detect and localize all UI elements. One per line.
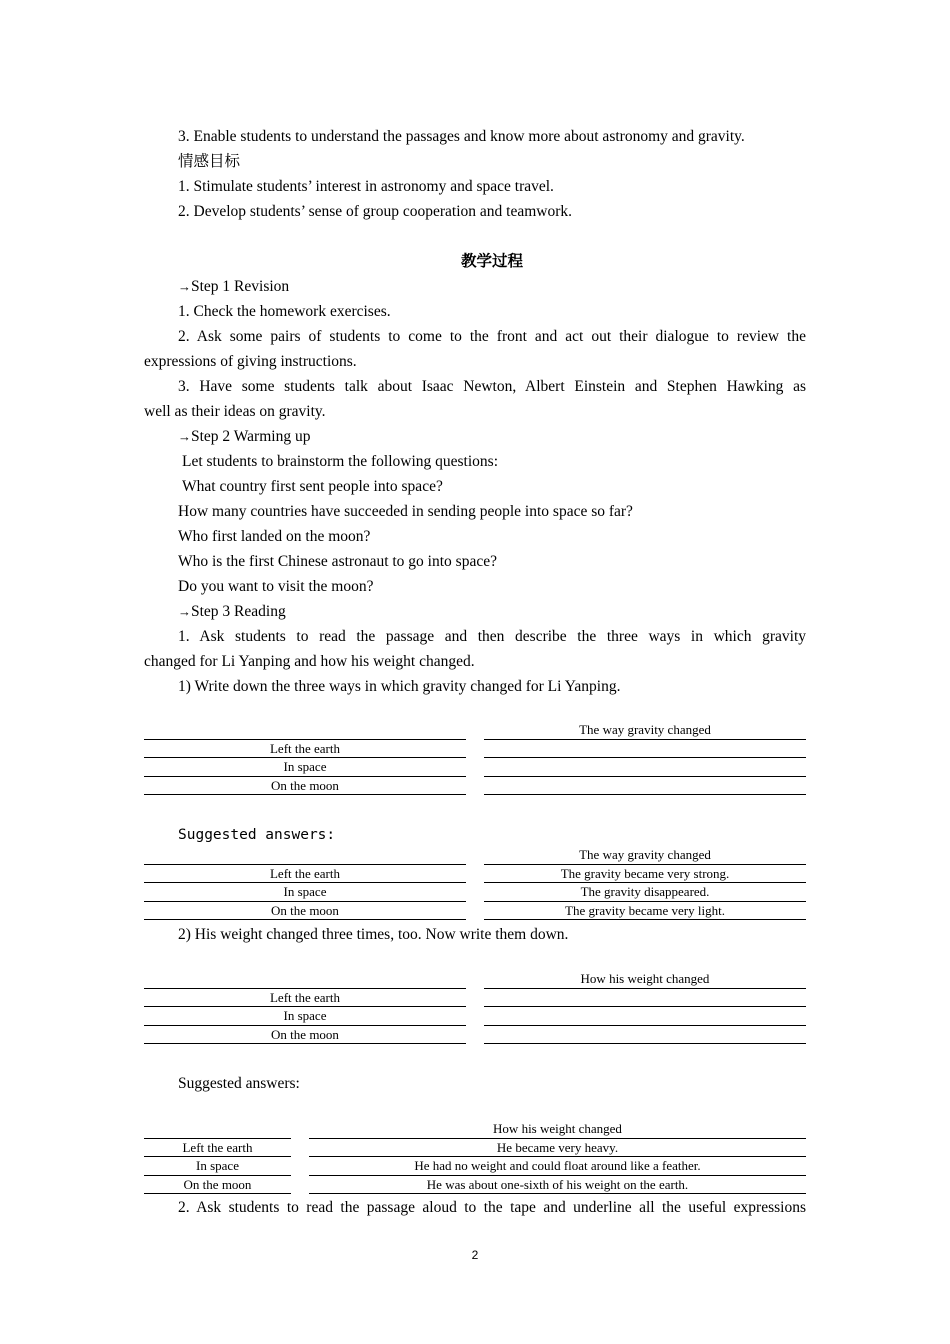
table-header: The way gravity changed — [484, 846, 806, 865]
table-answer: He became very heavy. — [309, 1139, 806, 1158]
step1-title: Step 1 Revision — [191, 278, 290, 295]
table-answer-blank — [484, 1026, 806, 1045]
step3-item-1-line2: changed for Li Yanping and how his weight changed. — [144, 653, 475, 670]
page-number: 2 — [471, 1248, 479, 1262]
table-answer-blank — [484, 777, 806, 796]
table-row-label: On the moon — [144, 902, 466, 921]
table-row-label: On the moon — [144, 1176, 291, 1195]
question-2: How many countries have succeeded in sending people into space so far? — [178, 503, 633, 520]
arrow-icon: → — [178, 429, 191, 444]
objective-3: 3. Enable students to understand the passages and know more about astronomy and gravity. — [178, 128, 745, 145]
table-header: The way gravity changed — [484, 721, 806, 740]
gravity-table-blank-left — [144, 721, 466, 795]
step1-item-1: 1. Check the homework exercises. — [178, 303, 391, 320]
weight-table-blank-left — [144, 970, 466, 1044]
table-row-label: On the moon — [144, 1026, 466, 1045]
question-3: Who first landed on the moon? — [178, 528, 371, 545]
arrow-icon: → — [178, 604, 191, 619]
table-header-empty — [144, 721, 466, 740]
step3-item-1-line1: 1. Ask students to read the passage and then describe the three ways in which gravity — [178, 628, 806, 645]
table-answer: The gravity became very light. — [484, 902, 806, 921]
weight-table-answers-right — [309, 1120, 806, 1194]
table-answer: He was about one-sixth of his weight on the earth. — [309, 1176, 806, 1195]
table-row-label: In space — [144, 758, 466, 777]
table-header-empty — [144, 846, 466, 865]
gravity-table-blank-right — [484, 721, 806, 795]
question-5: Do you want to visit the moon? — [178, 578, 374, 595]
suggested-answers-label: Suggested answers: — [178, 827, 336, 843]
table-answer: The gravity disappeared. — [484, 883, 806, 902]
table-header-empty — [144, 1120, 291, 1139]
step3-heading — [178, 602, 286, 622]
step2-title: Step 2 Warming up — [191, 428, 311, 445]
step3-title: Step 3 Reading — [191, 603, 286, 620]
weight-table-answers-left — [144, 1120, 291, 1194]
emotion-goals-title: 情感目标 — [178, 153, 241, 170]
suggested-answers-label-2: Suggested answers: — [178, 1075, 300, 1092]
table-answer: The gravity became very strong. — [484, 865, 806, 884]
step1-item-3-line1: 3. Have some students talk about Isaac Newton, Albert Einstein and Stephen Hawking as — [178, 378, 806, 395]
question-4: Who is the first Chinese astronaut to go into space? — [178, 553, 497, 570]
question-1: What country first sent people into space? — [182, 478, 443, 495]
table-row-label: In space — [144, 1007, 466, 1026]
gravity-table-answers-left — [144, 846, 466, 920]
step3-item-2: 2. Ask students to read the passage aloud to the tape and underline all the useful expressions — [178, 1199, 806, 1216]
table-row-label: In space — [144, 883, 466, 902]
step3-task-1: 1) Write down the three ways in which gravity changed for Li Yanping. — [178, 678, 621, 695]
step1-heading — [178, 277, 289, 297]
step1-item-2-line2: expressions of giving instructions. — [144, 353, 357, 370]
table-row-label: Left the earth — [144, 989, 466, 1008]
table-answer-blank — [484, 740, 806, 759]
table-header-empty — [144, 970, 466, 989]
emotion-goal-2: 2. Develop students’ sense of group cooperation and teamwork. — [178, 203, 572, 220]
table-header: How his weight changed — [309, 1120, 806, 1139]
process-heading: 教学过程 — [460, 253, 523, 270]
step2-intro: Let students to brainstorm the following questions: — [182, 453, 498, 470]
emotion-goal-1: 1. Stimulate students’ interest in astronomy and space travel. — [178, 178, 554, 195]
table-answer-blank — [484, 989, 806, 1008]
arrow-icon: → — [178, 279, 191, 294]
table-answer: He had no weight and could float around like a feather. — [309, 1157, 806, 1176]
weight-table-blank-right — [484, 970, 806, 1044]
step1-item-2-line1: 2. Ask some pairs of students to come to the front and act out their dialogue to review the — [178, 328, 806, 345]
gravity-table-answers-right — [484, 846, 806, 920]
step3-task-2: 2) His weight changed three times, too. Now write them down. — [178, 926, 569, 943]
table-row-label: Left the earth — [144, 740, 466, 759]
table-answer-blank — [484, 758, 806, 777]
table-row-label: Left the earth — [144, 1139, 291, 1158]
step1-item-3-line2: well as their ideas on gravity. — [144, 403, 326, 420]
step2-heading — [178, 427, 310, 447]
table-header: How his weight changed — [484, 970, 806, 989]
table-row-label: On the moon — [144, 777, 466, 796]
table-answer-blank — [484, 1007, 806, 1026]
table-row-label: Left the earth — [144, 865, 466, 884]
table-row-label: In space — [144, 1157, 291, 1176]
